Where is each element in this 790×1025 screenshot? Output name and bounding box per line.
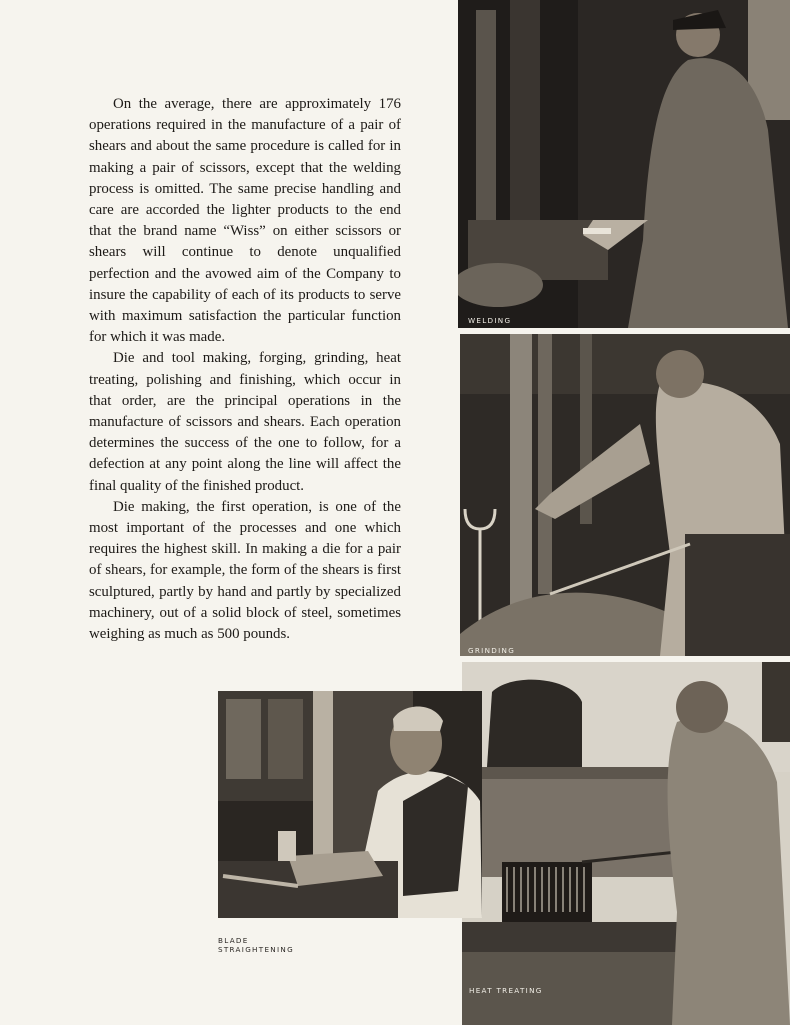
blade-straightening-photo — [218, 691, 482, 918]
paragraph-2: Die and tool making, forging, grinding, heat treating, polishing and finishing, which occur in that order, are the principal operations in the manufacture of scissors and shears. Each operation determines the success of the one to follow, for a defection at any point along the line will affect the final quality of the finished product. — [89, 350, 401, 494]
heat-treating-photo — [462, 662, 790, 1025]
grinding-caption: GRINDING — [468, 646, 516, 655]
blade-straightening-caption-line1: BLADE — [218, 936, 249, 945]
welding-photo — [458, 0, 790, 328]
blade-straightening-caption — [218, 936, 294, 954]
heat-treating-caption: HEAT TREATING — [469, 986, 543, 995]
blade-straightening-caption-line2: STRAIGHTENING — [218, 945, 294, 954]
grinding-photo — [460, 334, 790, 656]
body-text — [89, 94, 401, 645]
paragraph-3: Die making, the first operation, is one of the most important of the processes and one which requires the highest skill. In making a die for a pair of shears, for example, the form of the shears is first sculptured, partly by hand and partly by specialized machinery, out of a solid block of steel, sometimes weighing as much as 500 pounds. — [89, 498, 401, 643]
paragraph-1: On the average, there are approximately 176 operations required in the manufacture of a pair of shears and about the same procedure is called for in making a pair of scissors, except that the welding process is omitted. The same precise handling and care are accorded the lighter products to the end that the brand name “Wiss” on either scissors or shears will continue to denote unqualified perfection and the avowed aim of the Company to insure the capability of each of its products to serve with maximum satisfaction the particular function for which it was made. — [89, 96, 401, 346]
welding-caption: WELDING — [468, 316, 512, 325]
